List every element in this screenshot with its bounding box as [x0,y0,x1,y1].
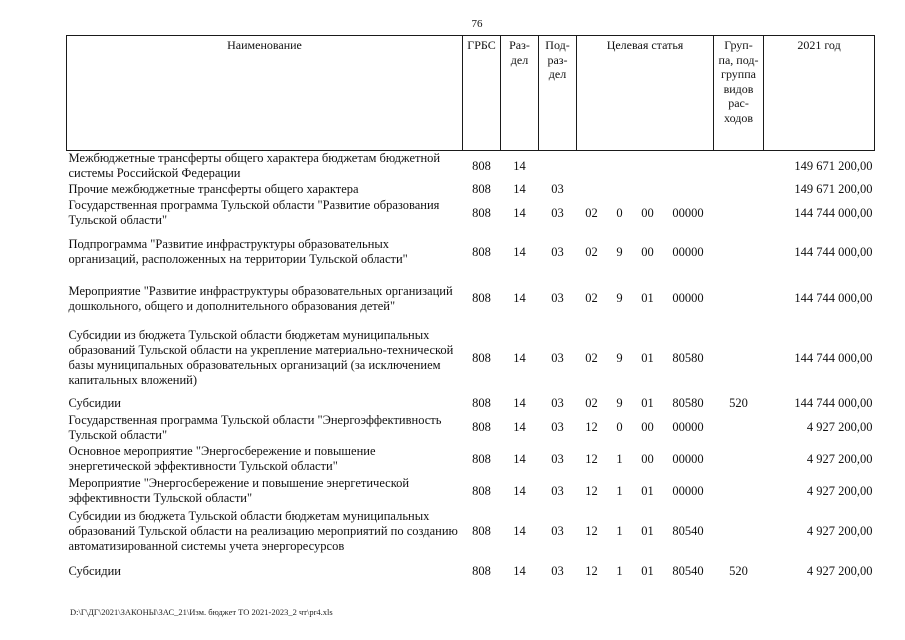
row-name: Основное мероприятие "Энергосбережение и повышение энергетической эффективности Тульской области" [68,444,376,473]
row-target-event: 00 [641,244,654,259]
row-name: Субсидии [68,396,121,410]
row-target-program: 02 [585,350,598,365]
row-grbs: 808 [472,483,491,498]
row-name: Прочие межбюджетные трансферты общего характера [68,182,359,196]
row-name: Субсидии из бюджета Тульской области бюджетам муниципальных образований Тульской области на реализацию мероприятий по созданию автоматизированной системы учета энергоресурсов [68,509,458,553]
row-target-event: 00 [641,205,654,220]
row-target-direction [663,182,714,198]
row-grbs: 808 [472,350,491,365]
row-amount: 4 927 200,00 [806,451,873,466]
row-target-event: 01 [641,564,654,578]
row-target-program: 12 [585,524,598,538]
table-row [67,395,875,413]
row-name: Государственная программа Тульской области "Развитие образования Тульской области" [68,198,440,227]
row-amount: 144 744 000,00 [794,291,873,305]
table-row [67,413,875,443]
row-razdel: 14 [513,524,526,538]
header-year: 2021 год [764,36,875,151]
page-number: 76 [471,18,483,30]
row-vid-raskhodov [714,476,764,507]
row-podrazdel: 03 [551,524,564,538]
table-row [67,476,875,507]
row-podrazdel: 03 [551,420,564,434]
row-target-direction: 00000 [672,291,704,305]
row-target-program: 12 [585,451,598,466]
table-row [67,443,875,476]
row-razdel: 14 [513,291,526,305]
row-amount: 149 671 200,00 [794,182,873,196]
header-target: Целевая статья [577,36,714,151]
row-target-subprogram: 0 [616,420,623,434]
row-target-program: 02 [585,205,598,220]
row-razdel: 14 [513,420,526,434]
row-target-event: 00 [641,420,654,434]
row-name: Подпрограмма "Развитие инфраструктуры образовательных организаций, расположенных на территории Тульской области" [68,237,408,266]
header-razdel: Раз- дел [501,36,539,151]
row-razdel: 14 [513,158,526,173]
row-grbs: 808 [472,420,491,434]
row-name: Государственная программа Тульской области "Энергоэффективность Тульской области" [68,412,442,442]
row-target-subprogram: 0 [616,205,623,220]
row-podrazdel [539,151,577,182]
row-razdel: 14 [513,564,526,578]
row-podrazdel: 03 [551,205,564,220]
row-amount: 4 927 200,00 [806,420,873,434]
row-target-direction: 00000 [672,244,704,259]
row-vid-raskhodov [714,413,764,443]
row-target-direction: 00000 [672,420,704,434]
row-name: Мероприятие "Энергосбережение и повышение энергетической эффективности Тульской области" [68,476,410,505]
row-vid-raskhodov [714,229,764,276]
row-target-program: 02 [585,244,598,259]
row-vid-raskhodov [714,276,764,322]
row-razdel: 14 [513,483,526,498]
row-target-subprogram [607,151,633,182]
row-vid-raskhodov: 520 [729,396,748,410]
table-row [67,557,875,587]
row-target-direction: 80580 [672,350,704,365]
header-name: Наименование [67,36,463,151]
row-vid-raskhodov [714,198,764,229]
row-podrazdel: 03 [551,350,564,365]
row-target-direction: 00000 [672,483,704,498]
row-razdel: 14 [513,182,526,196]
row-target-subprogram: 1 [616,483,623,498]
row-razdel: 14 [513,396,526,410]
table-header-row [67,36,875,151]
row-target-direction: 80540 [672,524,704,538]
table-row [67,276,875,322]
row-target-event: 01 [641,483,654,498]
row-target-subprogram: 1 [616,564,623,578]
row-target-subprogram: 1 [616,524,623,538]
row-grbs: 808 [472,244,491,259]
row-podrazdel: 03 [551,451,564,466]
row-grbs: 808 [472,451,491,466]
row-target-direction [663,151,714,182]
table-row [67,151,875,182]
file-path-footer: D:\Г\ДГ\2021\ЗАКОНЫ\ЗАС_21\Изм. бюджет ТО 2021-2023_2 чт\pr4.xls [70,607,333,617]
row-target-subprogram: 9 [616,291,623,305]
row-target-event: 01 [641,396,654,410]
row-razdel: 14 [513,205,526,220]
row-target-event [633,182,663,198]
row-target-event: 01 [641,350,654,365]
table-row [67,229,875,276]
row-target-subprogram: 9 [616,244,623,259]
row-grbs: 808 [472,291,491,305]
row-vid-raskhodov [714,182,764,198]
row-vid-raskhodov [714,322,764,395]
row-name: Межбюджетные трансферты общего характера бюджетам бюджетной системы Российской Федерации [68,151,441,181]
row-target-subprogram: 9 [616,396,623,410]
table-row [67,198,875,229]
row-podrazdel: 03 [551,244,564,259]
row-target-program [577,182,607,198]
row-name: Субсидии [68,564,121,578]
row-target-direction: 80540 [672,564,704,578]
row-amount: 4 927 200,00 [806,564,873,578]
row-vid-raskhodov [714,151,764,182]
row-amount: 4 927 200,00 [806,483,873,498]
row-target-subprogram: 9 [616,350,623,365]
row-vid-raskhodov [714,507,764,557]
row-target-program: 12 [585,420,598,434]
row-razdel: 14 [513,451,526,466]
row-amount: 144 744 000,00 [794,350,873,365]
row-podrazdel: 03 [551,564,564,578]
row-grbs: 808 [472,524,491,538]
row-amount: 149 671 200,00 [794,158,873,173]
row-name: Субсидии из бюджета Тульской области бюджетам муниципальных образований Тульской области на укрепление материально-технической базы муниципальных образовательных организаций (за исключением капитальных вложений) [68,328,454,387]
header-podrazdel: Под- раз- дел [539,36,577,151]
row-razdel: 14 [513,244,526,259]
row-grbs: 808 [472,396,491,410]
row-target-program: 02 [585,396,598,410]
row-amount: 4 927 200,00 [806,524,873,538]
row-target-program: 02 [585,291,598,305]
table-row [67,507,875,557]
row-target-program: 12 [585,483,598,498]
row-grbs: 808 [472,158,491,173]
row-podrazdel: 03 [551,396,564,410]
row-target-program: 12 [585,564,598,578]
row-target-direction: 00000 [672,205,704,220]
row-target-event: 00 [641,451,654,466]
row-target-direction: 00000 [672,451,704,466]
row-vid-raskhodov: 520 [729,564,748,578]
row-podrazdel: 03 [551,291,564,305]
row-grbs: 808 [472,205,491,220]
row-target-event [633,151,663,182]
row-grbs: 808 [472,564,491,578]
table-row [67,182,875,198]
row-target-subprogram [607,182,633,198]
row-grbs: 808 [472,182,491,196]
row-podrazdel: 03 [551,483,564,498]
row-target-subprogram: 1 [616,451,623,466]
row-podrazdel: 03 [551,182,564,196]
row-amount: 144 744 000,00 [794,205,873,220]
row-amount: 144 744 000,00 [794,396,873,410]
row-vid-raskhodov [714,443,764,476]
header-vid-raskhodov: Груп- па, под- группа видов рас- ходов [714,36,764,151]
table-row [67,322,875,395]
row-target-program [577,151,607,182]
budget-table [66,35,875,587]
row-name: Мероприятие "Развитие инфраструктуры образовательных организаций дошкольного, общего и дополнительного образования детей" [68,283,453,313]
row-target-event: 01 [641,291,654,305]
row-target-event: 01 [641,524,654,538]
row-target-direction: 80580 [672,396,704,410]
row-razdel: 14 [513,350,526,365]
header-grbs: ГРБС [463,36,501,151]
row-amount: 144 744 000,00 [794,244,873,259]
